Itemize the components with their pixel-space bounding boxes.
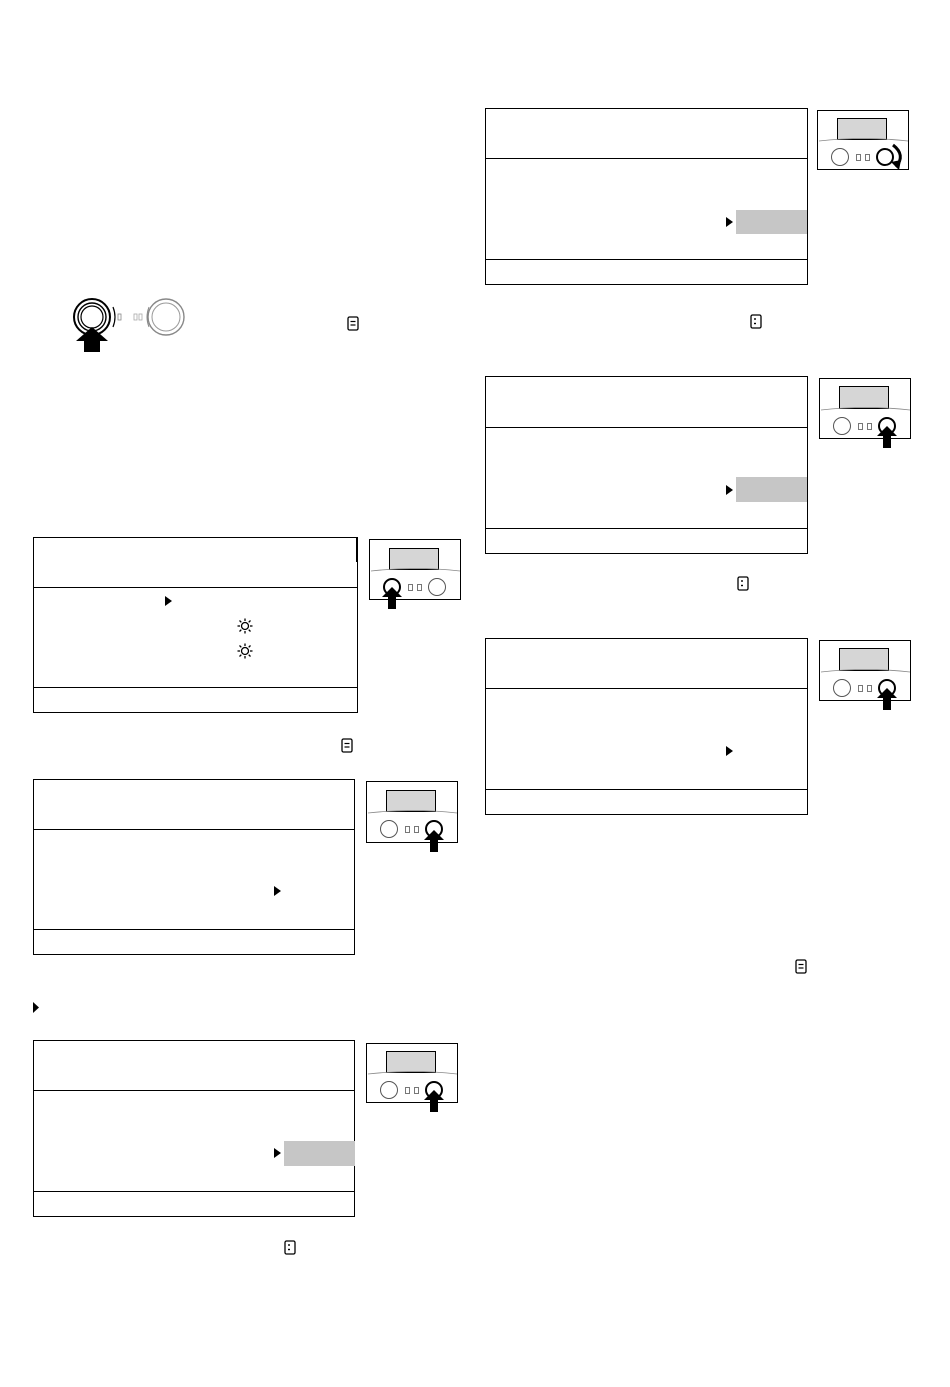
controller-thumbnail [819, 378, 911, 439]
sun-icon [237, 643, 253, 659]
pointer-triangle-icon [33, 1002, 39, 1013]
info-icon [284, 1240, 296, 1255]
highlight-bar [736, 477, 807, 502]
pointer-triangle-icon [726, 485, 733, 495]
display-panel [33, 779, 355, 955]
pointer-triangle-icon [726, 217, 733, 227]
sun-icon [237, 618, 253, 634]
menu-icon [795, 959, 807, 974]
menu-icon [347, 316, 359, 331]
controller-thumbnail [366, 1043, 458, 1103]
arrow-up-icon [877, 688, 897, 712]
info-icon [737, 576, 749, 591]
pointer-triangle-icon [274, 886, 281, 896]
arrow-up-icon [382, 587, 402, 611]
info-icon [750, 314, 762, 329]
knob-press-icon [70, 294, 190, 356]
highlight-bar [284, 1141, 355, 1166]
display-panel [33, 537, 358, 713]
pointer-triangle-icon [165, 596, 172, 606]
highlight-bar [736, 210, 807, 234]
display-panel [33, 1040, 355, 1217]
controller-thumbnail [369, 539, 461, 600]
arrow-up-icon [424, 830, 444, 854]
display-panel [485, 108, 808, 285]
controller-thumbnail [819, 640, 911, 701]
controller-thumbnail [366, 781, 458, 843]
controller-thumbnail [817, 110, 909, 170]
arrow-up-icon [877, 426, 897, 450]
arrow-up-icon [424, 1090, 444, 1114]
pointer-triangle-icon [726, 746, 733, 756]
rotate-arrow-icon [890, 143, 908, 171]
pointer-triangle-icon [274, 1148, 281, 1158]
display-panel [485, 638, 808, 815]
display-panel [485, 376, 808, 554]
menu-icon [341, 738, 353, 753]
